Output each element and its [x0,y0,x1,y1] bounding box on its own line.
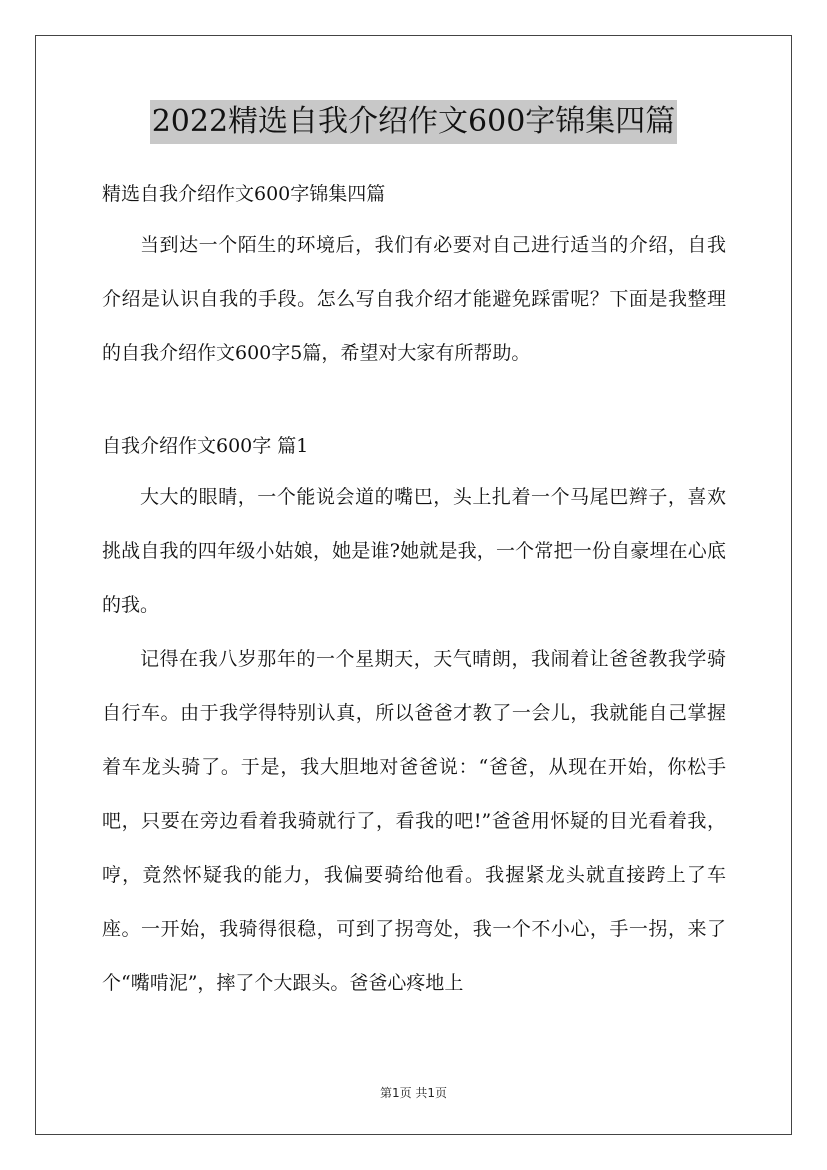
document-subtitle: 精选自我介绍作文600字锦集四篇 [102,183,386,205]
document-body [102,176,726,1010]
title-container [0,100,827,144]
spacer [102,380,726,428]
body-paragraph-1: 大大的眼睛，一个能说会道的嘴巴，头上扎着一个马尾巴辫子，喜欢挑战自我的四年级小姑娘，她是谁?她就是我，一个常把一份自豪埋在心底的我。 [102,486,726,616]
page-footer: 第1页 共1页 [379,1086,448,1100]
document-title: 2022精选自我介绍作文600字锦集四篇 [150,100,678,144]
intro-paragraph: 当到达一个陌生的环境后，我们有必要对自己进行适当的介绍，自我介绍是认识自我的手段。怎么写自我介绍才能避免踩雷呢？下面是我整理的自我介绍作文600字5篇，希望对大家有所帮助。 [102,234,726,364]
section-heading: 自我介绍作文600字 篇1 [102,435,309,457]
body-paragraph-2: 记得在我八岁那年的一个星期天，天气晴朗，我闹着让爸爸教我学骑自行车。由于我学得特别认真，所以爸爸才教了一会儿，我就能自己掌握着车龙头骑了。于是，我大胆地对爸爸说：“爸爸，从现在开始，你松手吧，只要在旁边看着我骑就行了，看我的吧!”爸爸用怀疑的目光看着我，哼，竟然怀疑我的能力，我偏要骑给他看。我握紧龙头就直接跨上了车座。一开始，我骑得很稳，可到了拐弯处，我一个不小心，手一拐，来了个“嘴啃泥”，摔了个大跟头。爸爸心疼地上 [102,648,726,994]
